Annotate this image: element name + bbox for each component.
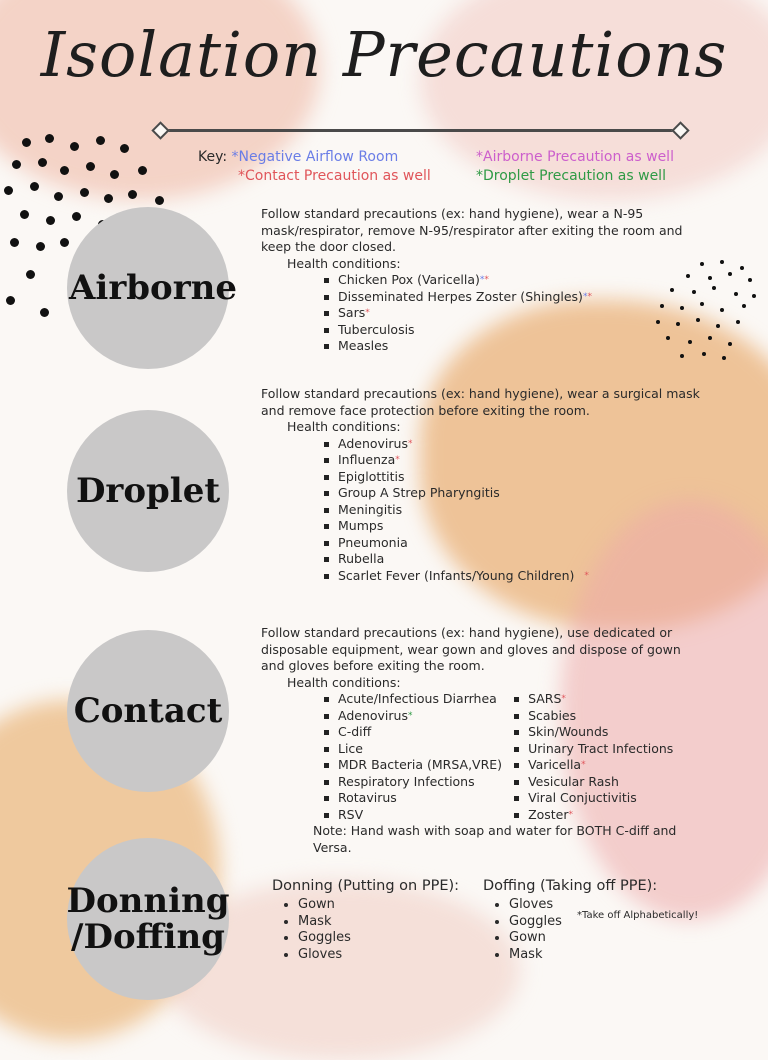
list-item: Varicella* (528, 757, 673, 774)
airborne-badge (67, 207, 237, 369)
list-item: Disseminated Herpes Zoster (Shingles)** (338, 289, 701, 306)
list-item: • Mask (298, 914, 459, 931)
key-airborne: *Airborne Precaution as well (476, 149, 674, 165)
airborne-conditions-list (261, 272, 701, 355)
list-item: Adenovirus* (338, 708, 502, 725)
list-item: Viral Conjuctivitis (528, 790, 673, 807)
droplet-heading: Droplet (75, 471, 221, 511)
contact-conditions-label: Health conditions: (287, 674, 401, 690)
key-legend-left (198, 148, 431, 186)
list-item: Urinary Tract Infections (528, 740, 674, 756)
page-title: Isolation Precautions (40, 18, 728, 91)
droplet-badge (67, 410, 229, 572)
doffing-heading: /Doffing (71, 917, 225, 957)
droplet-conditions-label: Health conditions: (287, 419, 401, 434)
airborne-conditions-label: Health conditions: (287, 255, 401, 271)
list-item: • Gown (509, 930, 657, 947)
airborne-description: Follow standard precautions (ex: hand hygiene), wear a N-95 mask/respirator, remove N-95/respirator after exiting the room and keep the door closed. (261, 206, 683, 254)
airborne-heading: Airborne (69, 268, 237, 308)
list-item: Chicken Pox (Varicella)** (338, 272, 701, 289)
airborne-section (261, 206, 701, 355)
droplet-section (261, 386, 701, 584)
donning-block (272, 878, 459, 963)
donning-doffing-badge (67, 838, 229, 1000)
contact-heading: Contact (73, 691, 223, 731)
contact-conditions-list-2 (502, 691, 673, 823)
list-item: Influenza* (338, 452, 701, 469)
list-item: Lice (338, 741, 502, 758)
list-item: Mumps (338, 518, 701, 535)
droplet-conditions-list (261, 436, 701, 585)
list-item: • Mask (509, 947, 657, 964)
list-item: Rotavirus (338, 790, 502, 807)
donning-title: Donning (Putting on PPE): (272, 878, 460, 894)
list-item: • Goggles (509, 914, 657, 931)
doffing-note: *Take off Alphabetically! (577, 910, 699, 921)
list-item: RSV (338, 807, 502, 824)
list-item: Skin/Wounds (528, 724, 673, 741)
contact-note: Note: Hand wash with soap and water for BOTH C-diff and Versa. (313, 823, 677, 855)
list-item: • Gown (298, 897, 459, 914)
key-legend-right (476, 148, 674, 186)
droplet-description: Follow standard precautions (ex: hand hygiene), wear a surgical mask and remove face protection before exiting the room. (261, 386, 700, 418)
contact-description: Follow standard precautions (ex: hand hygiene), use dedicated or disposable equipment, wear gown and gloves and dispose of gown and gloves before exiting the room. (261, 625, 681, 673)
list-item: Pneumonia (338, 535, 701, 552)
donning-list (272, 897, 459, 963)
list-item: Acute/Infectious Diarrhea (338, 691, 502, 708)
list-item: SARS* (528, 691, 673, 708)
list-item: Scarlet Fever (Infants/Young Children) * (338, 568, 701, 585)
key-negative-airflow: *Negative Airflow Room (231, 149, 399, 165)
list-item: Adenovirus* (338, 436, 701, 453)
doffing-title: Doffing (Taking off PPE): (483, 878, 658, 894)
list-item: Scabies (528, 708, 673, 725)
list-item: MDR Bacteria (MRSA,VRE) (338, 757, 503, 772)
list-item: Epiglottitis (338, 469, 701, 486)
list-item: Vesicular Rash (528, 774, 673, 791)
list-item: Respiratory Infections (338, 774, 502, 791)
list-item: • Gloves (509, 897, 657, 914)
key-contact: *Contact Precaution as well (238, 168, 431, 184)
contact-badge (67, 630, 229, 792)
list-item: Measles (338, 338, 701, 355)
donning-heading: Donning (66, 881, 230, 921)
list-item: Group A Strep Pharyngitis (338, 485, 701, 502)
contact-conditions-list-1 (261, 691, 502, 823)
list-item: Rubella (338, 551, 701, 568)
list-item: Tuberculosis (338, 322, 701, 339)
list-item: • Goggles (298, 930, 459, 947)
key-label: Key: (198, 149, 228, 165)
contact-section (261, 625, 701, 856)
key-droplet: *Droplet Precaution as well (476, 168, 666, 184)
list-item: Zoster* (528, 807, 673, 824)
list-item: Meningitis (338, 502, 701, 519)
list-item: Sars* (338, 305, 701, 322)
list-item: C-diff (338, 724, 502, 741)
list-item: • Gloves (298, 947, 459, 964)
doffing-list (483, 897, 657, 963)
title-divider (158, 126, 683, 134)
